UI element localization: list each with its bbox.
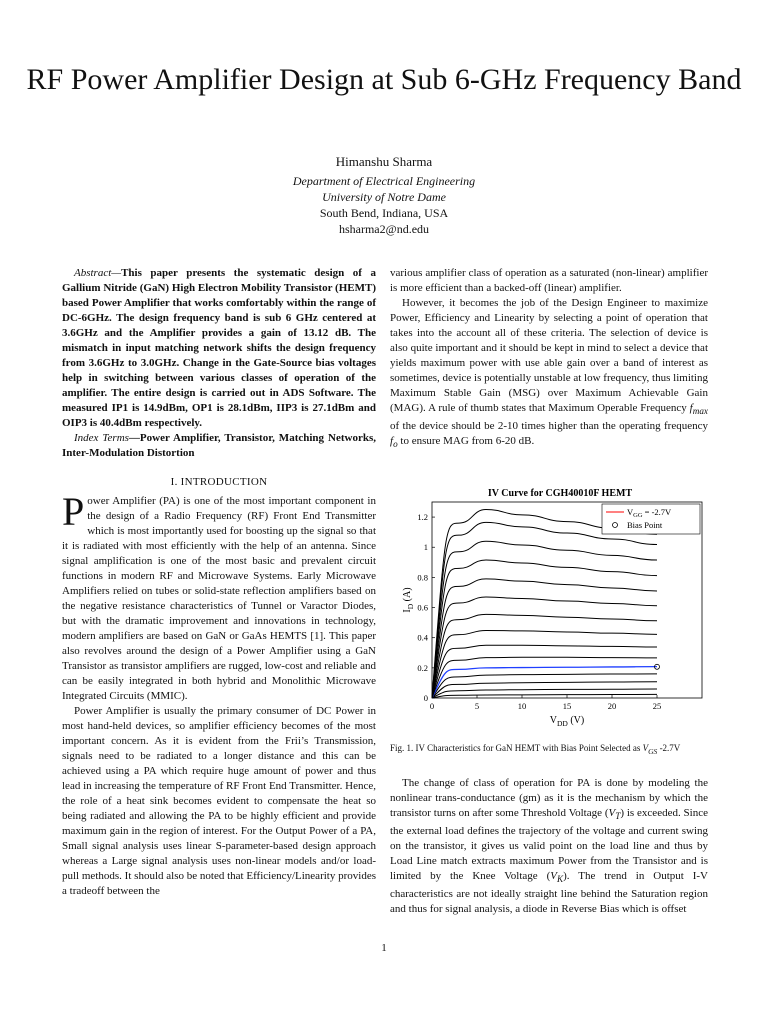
right-paragraph-2: [390, 296, 708, 452]
series-line-curve-1: [432, 694, 657, 698]
series-line-curve-14: [432, 522, 657, 698]
vk-symbol: [550, 870, 564, 885]
legend-vgg-var: V: [627, 507, 634, 517]
author-block: [0, 154, 768, 237]
intro-paragraph-1: [62, 489, 376, 704]
series-line-curve-11: [432, 579, 657, 698]
caption-vgs-sub: GS: [648, 746, 658, 756]
y-tick-label: 0.6: [417, 602, 428, 613]
series-line-curve-8: [432, 630, 657, 698]
x-tick-label: 5: [474, 701, 480, 711]
fo-var: f: [390, 435, 394, 448]
author-email: hsharma2@nd.edu: [338, 222, 430, 236]
x-tick-label: 25: [652, 701, 662, 711]
right-paragraph-1: various amplifier class of operation as a saturated (non-linear) amplifier is more efficient than a backed-off (linear) amplifier.: [390, 267, 708, 294]
vk-sub: K: [557, 874, 564, 885]
right-paragraph-2-part-a: However, it becomes the job of the Design Engineer to maximize Power, Efficiency and Linearity by selecting a point of operation that takes into the account all of these criteria. The selection of device is also quite important and it should be kept in mind to select a device that yields maximum power with use able gain over a band of interest as sometimes, device is potentially unstable at low frequency, thus limiting Maximum Stable Gain (MSG) over Maximum Achievable Gain (MAG). A rule of thumb states that Maximum Operable Frequency: [390, 297, 708, 414]
right-column: [390, 266, 708, 452]
y-axis-sub: D: [406, 603, 415, 610]
legend-vgg-sub: GG: [633, 512, 643, 519]
axis-ticks: [417, 512, 661, 711]
right-paragraph-3-part-a: The change of class of operation for PA is done by modeling the nonlinear trans-conductance (gm) as it is the mechanism by which the transistor turns on after some Threshold Voltage (: [390, 777, 708, 819]
fmax-sub: max: [692, 406, 708, 417]
caption-vgs: [642, 743, 658, 756]
vt-sub: T: [615, 811, 621, 822]
x-tick-label: 10: [517, 701, 527, 711]
series-line-curve-12: [432, 560, 657, 698]
y-tick-label: 0.4: [417, 632, 428, 643]
author-university: University of Notre Dame: [322, 190, 446, 204]
right-paragraph-2-part-b: of the device should be 2-10 times higher than the operating frequency: [390, 420, 708, 433]
y-axis-label: [402, 587, 415, 612]
abstract: [62, 266, 376, 431]
fmax-symbol: [689, 402, 708, 417]
intro-paragraph-2: Power Amplifier is usually the primary consumer of DC Power in most hand-held devices, so amplifier efficiency becomes of the most important concern. As it is evident from the Frii’s Transmission, signals need to be radiated to a longer distance and this can be achieved using a PA which require huge amount of power and thus lead in increasing the temperature of RF Front End Transmitter. Hence, the role of a heat sink becomes evident to compensate the heat so being radiated and allowing the PA to be highly efficient and provide maximum gain in the region of interest. For the Output Power of a PA, Small signal analysis uses linear S-parameter-based design approach whereas a Large signal analysis uses non-linear models and/or load-pull methods. It should also be noted that Efficiency/Linearity provides a tradeoff between the: [62, 705, 376, 897]
legend-vgg-rest: = -2.7V: [642, 507, 672, 517]
fmax-var: f: [689, 402, 693, 414]
vt-symbol: [608, 807, 621, 822]
y-tick-label: 0: [423, 693, 428, 703]
drop-cap: P: [62, 489, 85, 534]
right-paragraph-3: [390, 776, 708, 917]
left-column: [62, 266, 376, 899]
x-tick-label: 15: [562, 701, 572, 711]
index-terms-text: —Power Amplifier, Transistor, Matching Networks, Inter-Modulation Distortion: [62, 432, 376, 459]
author-name: Himanshu Sharma: [335, 154, 433, 169]
right-column-lower: [390, 776, 708, 917]
caption-text-b: -2.7V: [657, 743, 681, 753]
vt-var: V: [608, 807, 616, 819]
x-axis-sub: DD: [557, 719, 568, 728]
series-line-curve-6: [432, 657, 657, 698]
y-tick-label: 0.2: [417, 662, 428, 673]
y-axis-unit: (A): [402, 587, 413, 604]
section-heading-introduction: I. INTRODUCTION: [170, 476, 268, 488]
iv-curves: [432, 510, 657, 698]
index-terms-lead: Index Terms: [74, 432, 129, 444]
caption-vgs-var: V: [642, 743, 649, 753]
legend: [602, 504, 700, 534]
intro-paragraph-1-text: ower Amplifier (PA) is one of the most important component in the design of a Radio Frequency (RF) Front End Transmitter which is most importantly used for boosting up the signal so that it is radiated with most efficiently with the help of an antenna. Since signal amplification is one of the most basic and prevalent circuit functions in modern RF and Microwave Systems. Early Microwave Amplifiers relied on tubes or solid-state reflection amplifiers based on the negative resistance characteristics of Tunnel or Varactor Diodes, but with the dramatic improvement and innovations in technology, modern amplifiers are based on GaN or GaAs HEMTS [1]. This paper also revolves around the design of a Power Amplifier using a GaN Transistor as transistor amplifiers are rugged, low-cost and reliable and can be easily integrated in both hybrid and Monolithic Microwave Integrated Circuits (MMIC).: [62, 495, 376, 702]
y-axis-var: I: [402, 609, 413, 613]
page-number: 1: [381, 942, 387, 954]
figure-caption: [390, 742, 708, 758]
chart-title: IV Curve for CGH40010F HEMT: [487, 488, 633, 499]
y-tick-label: 1.2: [417, 512, 428, 523]
author-department: Department of Electrical Engineering: [292, 174, 476, 188]
vk-var: V: [550, 870, 557, 883]
figure-iv-curve: [390, 486, 708, 736]
right-paragraph-3-part-b: ) is exceeded. Since the external load defines the trajectory of the voltage and current swing on the transistor, it gives us valid point on the load line and thus by Load Line match extracts maximum Power from the Transistor and is limited by the Knee Voltage (: [390, 807, 708, 883]
x-axis-label: [550, 715, 584, 728]
fo-symbol: [390, 435, 398, 450]
paper-title: RF Power Amplifier Design at Sub 6-GHz Frequency Band: [26, 63, 742, 96]
abstract-lead: Abstract—: [74, 267, 122, 279]
right-paragraph-2-part-c: to ensure MAG from 6-20 dB.: [397, 435, 535, 448]
x-tick-label: 0: [429, 701, 435, 711]
right-paragraph-3-part-c: ). The trend in Output I-V characteristics are not ideally straight line behind the Saturation region and thus for signal analysis, a diode in Reverse Bias which is offset: [390, 870, 708, 916]
x-axis-var: V: [549, 715, 557, 726]
iv-chart: [390, 486, 708, 736]
index-terms: [62, 431, 376, 461]
fo-sub: o: [393, 439, 398, 450]
y-tick-label: 0.8: [417, 572, 428, 583]
x-tick-label: 20: [607, 701, 617, 711]
caption-text-a: Fig. 1. IV Characteristics for GaN HEMT with Bias Point Selected as: [390, 743, 643, 753]
y-tick-label: 1: [423, 542, 428, 553]
author-location: South Bend, Indiana, USA: [319, 206, 449, 220]
series-line-curve-2: [432, 689, 657, 698]
series-line-curve-7: [432, 645, 657, 698]
legend-entry-bias-point: Bias Point: [627, 520, 663, 530]
x-axis-unit: (V): [567, 715, 585, 726]
series-line-curve-9: [432, 614, 657, 698]
abstract-text: This paper presents the systematic design of a Gallium Nitride (GaN) High Electron Mobility Transistor (HEMT) based Power Amplifier that works comfortably within the range of DC-6GHz. The design frequency band is sub 6 GHz centered at 3.6GHz and the Amplifier provides a gain of 13.12 dB. The mismatch in input matching network shifts the design frequency from 3.6GHz to 3.0GHz. Change in the Gate-Source bias voltages help in switching between various classes of operation of the amplifier. The entire design is carried out in ADS Software. The measured IP1 is 14.9dBm, OP1 is 28.1dBm, IIP3 is 27.1dBm and OIP3 is 40.4dBm respectively.: [62, 267, 376, 429]
